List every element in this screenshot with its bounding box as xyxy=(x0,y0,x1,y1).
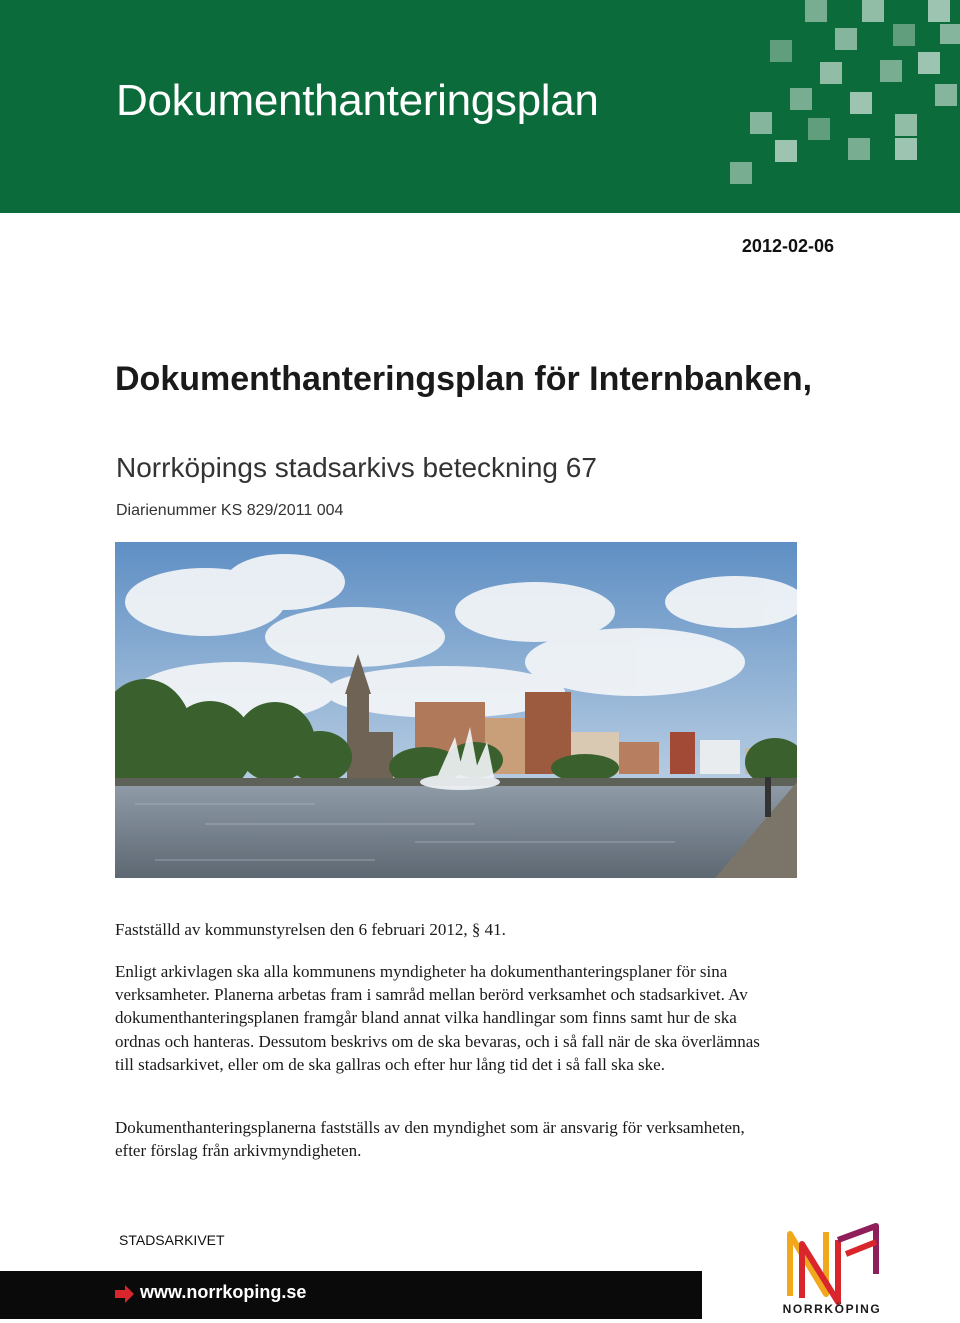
website-link[interactable]: www.norrkoping.se xyxy=(140,1282,307,1302)
cityscape-river-image xyxy=(115,542,797,878)
diarienummer: Diarienummer KS 829/2011 004 xyxy=(116,502,344,519)
arrow-right-icon xyxy=(113,1283,135,1305)
adoption-authority-paragraph: Dokumenthanteringsplanerna fastställs av den myndighet som är ansvarig för verksamheten, efter förslag från arkivmyndigheten. xyxy=(115,1118,745,1161)
intro-paragraph: Enligt arkivlagen ska alla kommunens myndigheter ha dokumenthanteringsplaner för sina verksamheter. Planerna arbetas fram i samråd mellan berörd verksamhet och stadsarkivet. Av dokumenthanteringsplanen framgår bland annat vilka handlingar som finns samt hur de ska ordnas och hanteras. Dessutom beskrivs om de ska bevaras, och i så fall när de ska överlämnas till stadsarkivet, eller om de ska gallras och efter hur lång tid det i så fall ska ske. xyxy=(115,962,760,1074)
cover-photo xyxy=(115,542,797,878)
department-label: STADSARKIVET xyxy=(119,1232,225,1248)
adoption-paragraph: Fastställd av kommunstyrelsen den 6 februari 2012, § 41. xyxy=(115,920,506,939)
main-title: Dokumenthanteringsplan för Internbanken, xyxy=(115,360,813,398)
subtitle: Norrköpings stadsarkivs beteckning 67 xyxy=(116,452,597,483)
document-date: 2012-02-06 xyxy=(741,236,834,256)
header-title: Dokumenthanteringsplan xyxy=(116,76,599,125)
footer-bar xyxy=(0,1271,702,1319)
logo-wordmark: NORRKÖPING xyxy=(782,1302,882,1316)
header-band xyxy=(0,0,960,213)
